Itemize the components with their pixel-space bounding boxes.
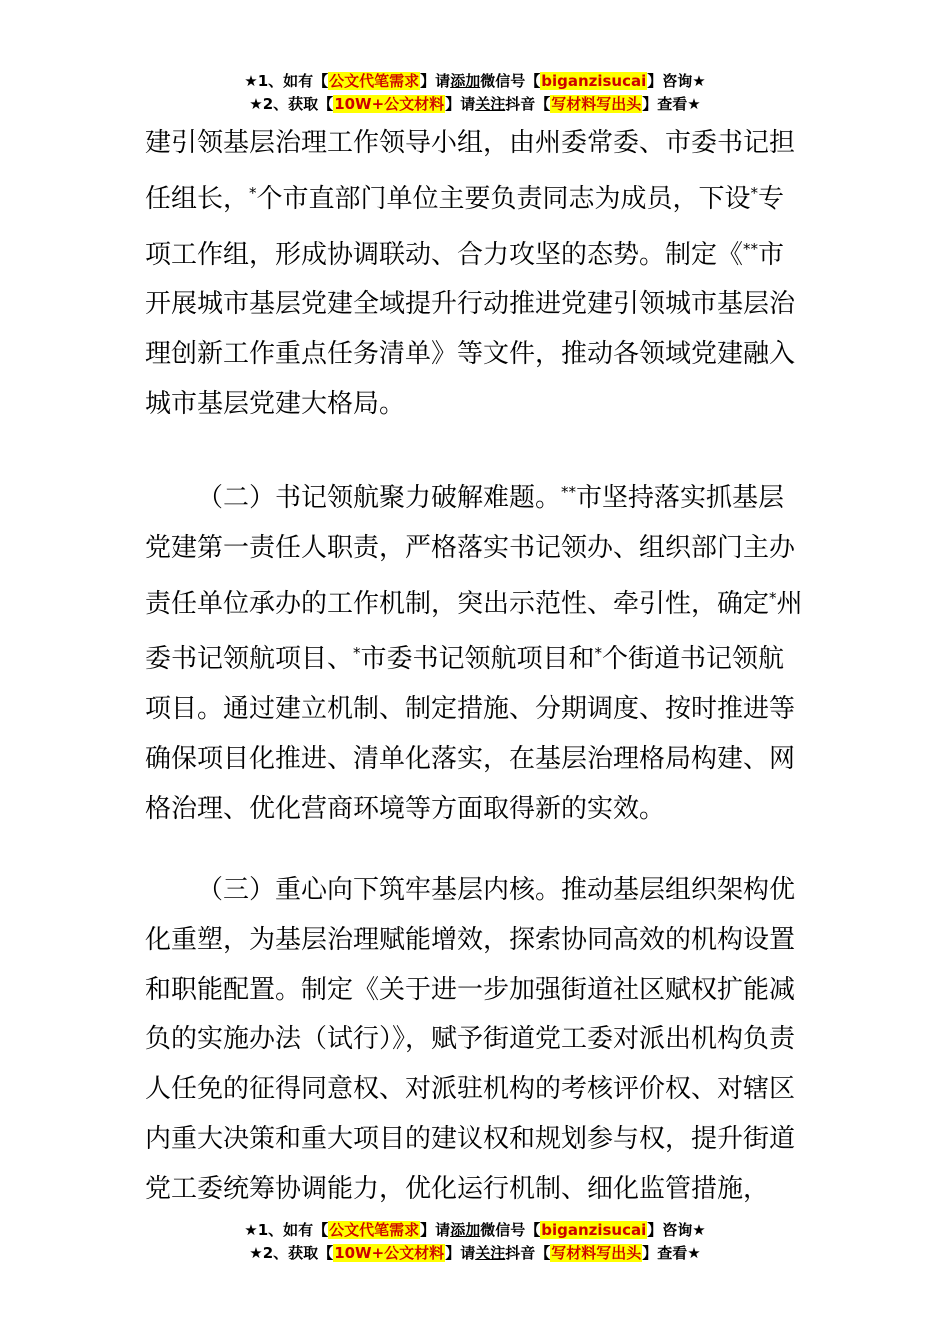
banner-highlight: 公文代笔需求: [329, 72, 420, 90]
banner-line-2: [0, 1242, 950, 1265]
paragraph-1: 建引领基层治理工作领导小组，由州委常委、市委书记担任组长，*个市直部门单位主要负责同志为成员，下设*专项工作组，形成协调联动、合力攻坚的态势。制定《**市开展城市基层党建全域提升行动推进党建引领城市基层治理创新工作重点任务清单》等文件，推动各领域党建融入城市基层党建大格局。: [145, 128, 796, 419]
banner-text: 】咨询★: [647, 72, 706, 90]
banner-text: ★2、获取【: [249, 95, 334, 113]
banner-wechat-id: biganzisucai: [541, 72, 647, 90]
banner-text: 】查看★: [642, 95, 701, 113]
banner-underline: 添加: [450, 72, 481, 90]
banner-text: ★1、如有【: [244, 72, 329, 90]
banner-text: 】请: [445, 1244, 476, 1262]
banner-highlight: 10W+公文材料: [334, 95, 445, 113]
banner-text: 】查看★: [642, 1244, 701, 1262]
banner-douyin-id: 写材料写出头: [551, 95, 642, 113]
banner-highlight: 公文代笔需求: [329, 1221, 420, 1239]
document-body: [145, 468, 810, 835]
banner-text: ★1、如有【: [244, 1221, 329, 1239]
paragraph-2: （二）书记领航聚力破解难题。**市坚持落实抓基层党建第一责任人职责，严格落实书记领办、组织部门主办责任单位承办的工作机制，突出示范性、牵引性，确定*州委书记领航项目、*市委书记领航项目和*个街道书记领航项目。通过建立机制、制定措施、分期调度、按时推进等确保项目化推进、清单化落实，在基层治理格局构建、网格治理、优化营商环境等方面取得新的实效。: [145, 483, 803, 824]
banner-text: 】咨询★: [647, 1221, 706, 1239]
banner-highlight: 10W+公文材料: [334, 1244, 445, 1262]
banner-underline: 添加: [450, 1221, 481, 1239]
banner-text: 微信号【: [480, 72, 541, 90]
document-body: [145, 119, 810, 430]
banner-underline: 关注: [475, 95, 506, 113]
banner-underline: 关注: [475, 1244, 506, 1262]
banner-text: 抖音【: [505, 95, 551, 113]
paragraph-3: （三）重心向下筑牢基层内核。推动基层组织架构优化重塑，为基层治理赋能增效，探索协同高效的机构设置和职能配置。制定《关于进一步加强街道社区赋权扩能减负的实施办法（试行）》，赋予街道党工委对派出机构负责人任免的征得同意权、对派驻机构的考核评价权、对辖区内重大决策和重大项目的建议权和规划参与权，提升街道党工委统筹协调能力，优化运行机制、细化监管措施，: [145, 875, 796, 1204]
banner-text: ★2、获取【: [249, 1244, 334, 1262]
banner-text: 】请: [445, 95, 476, 113]
banner-line-2: [0, 93, 950, 116]
document-body: [145, 866, 810, 1215]
bottom-banner: [0, 1219, 950, 1265]
top-banner: [0, 70, 950, 116]
banner-text: 】请: [420, 1221, 451, 1239]
banner-text: 微信号【: [480, 1221, 541, 1239]
banner-douyin-id: 写材料写出头: [551, 1244, 642, 1262]
banner-wechat-id: biganzisucai: [541, 1221, 647, 1239]
banner-line-1: [0, 1219, 950, 1242]
banner-text: 抖音【: [505, 1244, 551, 1262]
banner-line-1: [0, 70, 950, 93]
banner-text: 】请: [420, 72, 451, 90]
